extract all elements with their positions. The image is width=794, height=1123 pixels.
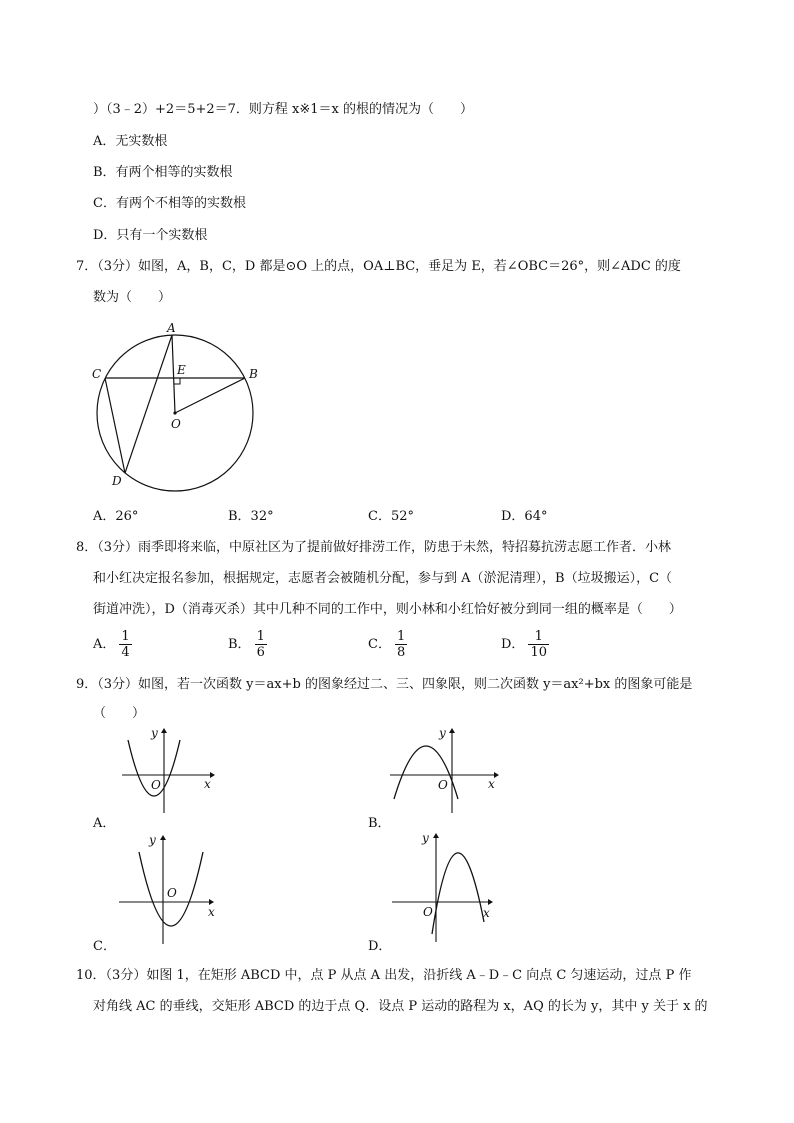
- fraction-numerator: 1: [256, 629, 265, 644]
- q7-stem-line2: 数为（ ）: [93, 290, 172, 305]
- axis-x-label: x: [483, 906, 490, 920]
- parabola-b: [394, 746, 458, 799]
- q6-stem-tail: ）（3﹣2）+2＝5+2＝7．则方程 x※1＝x 的根的情况为（ ）: [93, 102, 474, 117]
- q10-stem-line1: 10．（3分）如图 1，在矩形 ABCD 中，点 P 从点 A 出发，沿折线 A﹣D﹣C 向点 C 匀速运动，过点 P 作: [76, 968, 692, 983]
- y-arrow-icon: [160, 835, 166, 840]
- segment-oa: [172, 335, 175, 413]
- q8-option-a-fraction: [119, 629, 131, 660]
- q8-option-d-label: D．: [501, 637, 525, 652]
- q6-option-a: A．无实数根: [93, 134, 168, 149]
- segment-cd: [105, 378, 125, 473]
- label-c: C: [92, 367, 102, 381]
- label-a: A: [167, 321, 176, 335]
- q9-graph-d: [388, 830, 508, 945]
- q8-option-a: [93, 629, 132, 660]
- fraction-numerator: 1: [528, 629, 549, 645]
- fraction-denominator: 4: [121, 645, 130, 660]
- center-dot: [173, 411, 176, 414]
- right-angle-mark: [174, 378, 180, 384]
- q10-stem-line2: 对角线 AC 的垂线，交矩形 ABCD 的边于点 Q．设点 P 运动的路程为 x，AQ 的长为 y，其中 y 关于 x 的: [93, 999, 708, 1014]
- label-o: O: [171, 417, 181, 431]
- axis-x-label: x: [208, 905, 215, 919]
- q6-option-b: B．有两个相等的实数根: [93, 165, 233, 180]
- parabola-d: [432, 853, 484, 934]
- x-arrow-icon: [488, 899, 493, 905]
- axis-y-label: y: [151, 726, 158, 740]
- q9-option-a-label: A．: [93, 816, 116, 831]
- axis-origin-label: O: [151, 778, 161, 792]
- q8-option-b: [228, 629, 267, 660]
- fraction-denominator: 6: [256, 645, 265, 660]
- axis-x-label: x: [488, 777, 495, 791]
- q7-option-a: A．26°: [93, 509, 139, 524]
- label-d: D: [112, 474, 122, 488]
- q8-option-d-fraction: [528, 629, 549, 660]
- q9-graph-b: [386, 727, 506, 817]
- fraction-numerator: 1: [121, 629, 130, 644]
- fraction-numerator: 1: [396, 629, 406, 644]
- q6-option-c: C．有两个不相等的实数根: [93, 196, 246, 211]
- axis-y-label: y: [439, 726, 446, 740]
- axis-origin-label: O: [167, 886, 177, 900]
- axis-x-label: x: [204, 777, 211, 791]
- q9-option-c-label: C．: [93, 939, 116, 954]
- q9-stem-line2: （ ）: [93, 706, 146, 721]
- q8-stem-line3: 街道冲洗），D（消毒灭杀）其中几种不同的工作中，则小林和小红恰好被分到同一组的概率是（ ）: [93, 602, 682, 617]
- y-arrow-icon: [449, 728, 455, 733]
- axis-origin-label: O: [438, 778, 448, 792]
- q8-option-d: [501, 629, 549, 660]
- q9-option-d-label: D．: [368, 939, 392, 954]
- q9-stem-line1: 9．（3分）如图，若一次函数 y＝ax+b 的图象经过二、三、四象限，则二次函数 y＝ax²+bx 的图象可能是: [76, 677, 693, 692]
- q8-option-c-fraction: [395, 629, 407, 660]
- fraction-denominator: 10: [530, 645, 547, 660]
- label-b: B: [249, 367, 258, 381]
- q7-circle-figure: [88, 318, 268, 493]
- y-arrow-icon: [433, 833, 439, 838]
- q8-option-b-label: B．: [228, 637, 251, 652]
- q8-stem-line1: 8．（3分）雨季即将来临，中原社区为了提前做好排涝工作，防患于未然，特招募抗涝志愿工作者．小林: [76, 540, 672, 555]
- label-e: E: [177, 363, 186, 377]
- q7-stem-line1: 7．（3分）如图，A，B，C，D 都是⊙O 上的点，OA⊥BC，垂足为 E，若∠OBC＝26°，则∠ADC 的度: [76, 259, 681, 274]
- axis-origin-label: O: [423, 905, 433, 919]
- q6-option-d: D．只有一个实数根: [93, 228, 208, 243]
- q8-option-b-fraction: [255, 629, 267, 660]
- y-arrow-icon: [161, 728, 167, 733]
- q9-graph-a: [118, 727, 218, 817]
- q7-option-c: C．52°: [368, 509, 414, 524]
- q7-option-d: D．64°: [501, 509, 548, 524]
- q8-option-c: [368, 629, 407, 660]
- q8-option-a-label: A．: [93, 637, 116, 652]
- segment-ob: [175, 378, 245, 413]
- q8-option-c-label: C．: [368, 637, 391, 652]
- q9-graph-c: [115, 832, 225, 947]
- axis-y-label: y: [149, 833, 156, 847]
- fraction-denominator: 8: [396, 645, 406, 660]
- q8-stem-line2: 和小红决定报名参加，根据规定，志愿者会被随机分配，参与到 A（淤泥清理），B（垃圾搬运），C（: [93, 571, 673, 586]
- segment-ad: [125, 335, 172, 473]
- q9-option-b-label: B．: [368, 816, 391, 831]
- q7-option-b: B．32°: [228, 509, 274, 524]
- axis-y-label: y: [422, 831, 429, 845]
